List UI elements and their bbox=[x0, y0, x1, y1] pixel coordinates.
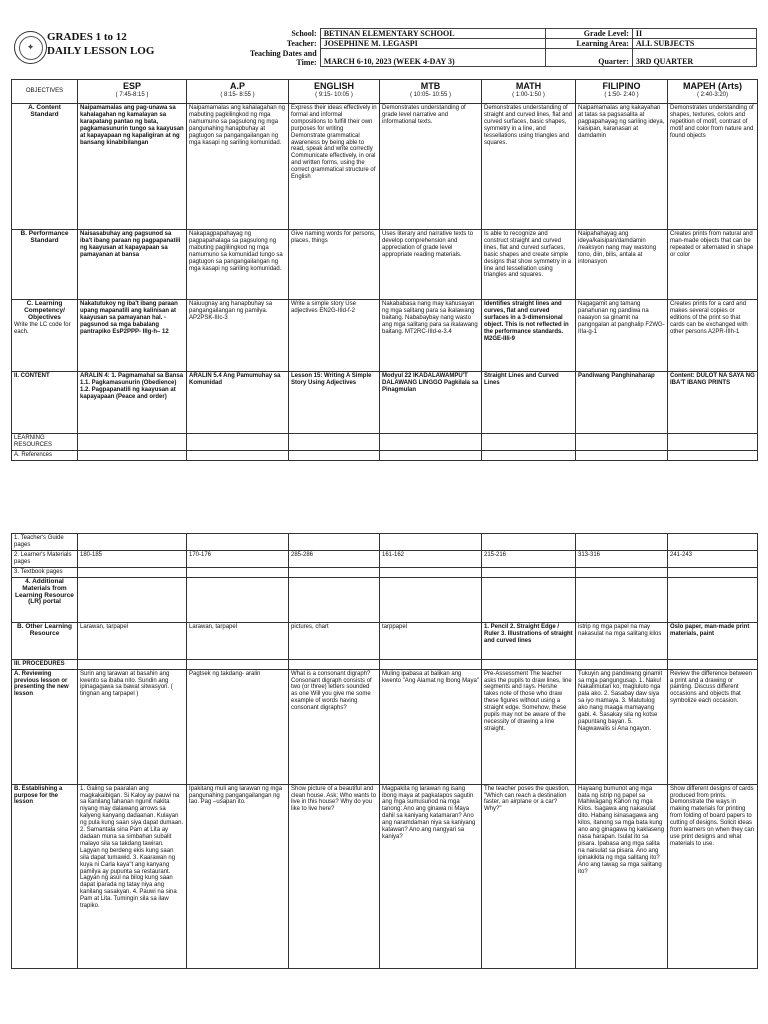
grade-label: Grade Level: bbox=[546, 29, 633, 39]
cell-ap: 170-176 bbox=[187, 550, 289, 567]
cell-math: 1. Pencil 2. Straight Edge / Ruler 3. Illustrations of straight and curved lines bbox=[482, 622, 576, 659]
cell-mtb bbox=[380, 434, 482, 451]
cell-math bbox=[482, 434, 576, 451]
cell-mapeh bbox=[668, 567, 758, 577]
row-label: 4. Additional Materials from Learning Resource (LR) portal bbox=[12, 577, 78, 622]
cell-mapeh bbox=[668, 534, 758, 551]
subject-filipino bbox=[576, 80, 668, 104]
row-performance-standard bbox=[12, 230, 758, 300]
quarter-value: 3RD QUARTER bbox=[632, 49, 756, 67]
row-learners-materials bbox=[12, 550, 758, 567]
dates-label-1: Teaching Dates and bbox=[249, 48, 317, 58]
subject-name: A.P bbox=[229, 81, 245, 91]
cell-filipino bbox=[576, 659, 668, 669]
cell-esp: Naisasabuhay ang pagsunod sa iba't ibang paraan ng pagpapanatili ng kaayusan at kapayapaan sa pamayanan at bansa bbox=[78, 230, 187, 300]
cell-mtb: Muling ipabasa at balikan ang kwento "Ang Alamat ng Ibong Maya" bbox=[380, 669, 482, 784]
row-label: B. Establishing a purpose for the lesson bbox=[12, 784, 78, 968]
cell-ap: Naiuugnay ang hanapbuhay sa pangangailangan ng pamilya. AP2PSK-IIIc-3 bbox=[187, 300, 289, 372]
row-label: B. Performance Standard bbox=[12, 230, 78, 300]
cell-math: Demonstrates understanding of straight and curved lines, flat and curved surfaces, basic shapes, symmetry in a line, and tessellations using triangles and squares. bbox=[482, 104, 576, 230]
cell-filipino bbox=[576, 434, 668, 451]
dates-value: MARCH 6-10, 2023 (WEEK 4-DAY 3) bbox=[320, 49, 546, 67]
subject-name: FILIPINO bbox=[602, 81, 641, 91]
teacher-label: Teacher: bbox=[286, 39, 317, 48]
subject-math bbox=[482, 80, 576, 104]
cell-english bbox=[289, 567, 380, 577]
cell-math: Pre-Assessment The teacher asks the pupils to draw lines, line segments and rays. He/she takes note of those who draw these figures without using a straight edge. Somehow, these pupils may not be aware of the necessity of drawing a line straight. bbox=[482, 669, 576, 784]
row-label: C. Learning Competency/ Objectives bbox=[24, 300, 65, 321]
cell-english: What is a consonant digraph? Consonant digraph consists of two (or three) letters sounded as one Will you give me some example of words having consonant digraphs? bbox=[289, 669, 380, 784]
subject-name: MTB bbox=[420, 81, 441, 91]
cell-mtb: Nakababasa nang may kahusayan ng mga salitang para sa ikalawang baitang. Nababaybay nang wasto ang mga salitang para sa ikalawang baitang. MT2RC-IIId-e-3.4 bbox=[380, 300, 482, 372]
cell-mtb: Demonstrates understanding of grade level narrative and informational texts. bbox=[380, 104, 482, 230]
cell-mtb: tarppapel bbox=[380, 622, 482, 659]
cell-mapeh: Creates prints for a card and makes several copies or editions of the print so that cards can be exchanged with other persons A2PR-IIIh-1 bbox=[668, 300, 758, 372]
cell-english bbox=[289, 451, 380, 461]
cell-english bbox=[289, 577, 380, 622]
cell-filipino: Hayaang bumunot ang mga bata ng istrip ng papel sa Mahiwagang Kahon ng mga Kilos. Isagawa ang nakasulat dito. Habang isinasagawa ang kilos, itanong sa mga bata kung ano ang ginagawa ng kaklaseng nasa harapan. Isulat ito sa pisara. Ipabasa ang mga salita na naisulat sa pisara. Ano ang ipinakikita ng mga salitang ito? Ano ang tawag sa mga salitang ito? bbox=[576, 784, 668, 968]
cell-filipino: Tukuyin ang pandiwang ginamit sa mga pangungusap. 1. Naku! Nakalimutan ko, magluluto nga pala ako. 2. Sasabay daw siya sa iyo mamaya. 3. Matutulog ako nang maaga mamayang gabi. 4. Sasakay sila ng kotse papuntang bayan. 5. Nagwawalis si Ana ngayon. bbox=[576, 669, 668, 784]
subject-esp bbox=[78, 80, 187, 104]
cell-ap bbox=[187, 451, 289, 461]
grade-value: II bbox=[632, 29, 756, 39]
cell-math: Is able to recognize and construct straight and curved lines, flat and curved surfaces, basic shapes and create simple designs that show symmetry in a line and tessellation using triangles and squares. bbox=[482, 230, 576, 300]
cell-math: The teacher poses the question, "Which can reach a destination faster, an airplane or a car? Why?" bbox=[482, 784, 576, 968]
subject-name: ENGLISH bbox=[313, 81, 354, 91]
row-label: 2. Learner's Materials pages bbox=[12, 550, 78, 567]
title-line-2: DAILY LESSON LOG bbox=[47, 45, 155, 57]
header bbox=[11, 28, 757, 72]
cell-mapeh: Content: DULOT NA SAYA NG IBA'T IBANG PRINTS bbox=[668, 372, 758, 434]
row-label: 1. Teacher's Guide pages bbox=[12, 534, 78, 551]
cell-ap: Ipakitang muli ang larawan ng mga pangunahing pangangailangan ng tao. Pag –usapan ito. bbox=[187, 784, 289, 968]
objectives-label: OBJECTIVES bbox=[12, 80, 78, 104]
row-label-note: Write the LC code for each. bbox=[14, 321, 71, 335]
school-label: School: bbox=[291, 29, 317, 38]
cell-mapeh: Review the difference between a print and a drawing or painting. Discuss different occasions and objects that symbolize each occasion. bbox=[668, 669, 758, 784]
cell-mtb bbox=[380, 567, 482, 577]
deped-seal-logo bbox=[14, 31, 47, 64]
subjects-header-row bbox=[12, 80, 758, 104]
subject-name: ESP bbox=[122, 81, 141, 91]
cell-math: 215-216 bbox=[482, 550, 576, 567]
cell-mtb bbox=[380, 451, 482, 461]
cell-math bbox=[482, 577, 576, 622]
subject-time: ( 10:05- 10:55 ) bbox=[409, 92, 452, 98]
cell-ap: Nakapagpapahayag ng pagpapahalaga sa pagsulong ng mabuting paglilingkod ng mga namumuno sa komunidad tungo sa pagtugon sa pangangailangan ng mga kasapi ng sariling komunidad. bbox=[187, 230, 289, 300]
header-info-table bbox=[221, 28, 757, 67]
cell-filipino: istrip ng mga papel na may nakasulat na mga salitang kilos bbox=[576, 622, 668, 659]
cell-mapeh: Creates prints from natural and man-made objects that can be repeated or alternated in shape or color bbox=[668, 230, 758, 300]
row-label: III. PROCEDURES bbox=[12, 659, 78, 669]
row-label: LEARNING RESOURCES bbox=[12, 434, 78, 451]
lesson-table-bottom bbox=[11, 533, 758, 969]
cell-mapeh: Demonstrates understanding of shapes, textures, colors and repetition of motif, contrast of motif and color from nature and found objects bbox=[668, 104, 758, 230]
cell-esp bbox=[78, 577, 187, 622]
cell-filipino bbox=[576, 567, 668, 577]
row-textbook-pages bbox=[12, 567, 758, 577]
row-label-cell bbox=[12, 300, 78, 372]
row-additional-materials bbox=[12, 577, 758, 622]
row-teachers-guide bbox=[12, 534, 758, 551]
cell-esp bbox=[78, 659, 187, 669]
cell-mtb: 161-162 bbox=[380, 550, 482, 567]
subject-ap bbox=[187, 80, 289, 104]
cell-filipino bbox=[576, 534, 668, 551]
cell-mapeh: 241-243 bbox=[668, 550, 758, 567]
document-title bbox=[47, 30, 154, 58]
cell-ap bbox=[187, 577, 289, 622]
subject-name: MATH bbox=[515, 81, 542, 91]
cell-filipino bbox=[576, 577, 668, 622]
cell-mtb: Magpakita ng larawan ng isang ibong maya at pagkatapos sagutin ang mga sumusunod na mga tanong: Ano ang ginawa ni Maya dahil sa kaniyang katamaran? Ano ang naramdaman niya sa kaniyang katawan? Ano ang nangyari sa kaniya? bbox=[380, 784, 482, 968]
subject-time: ( 1:50- 2:40 ) bbox=[604, 92, 639, 98]
row-establishing-purpose bbox=[12, 784, 758, 968]
cell-math bbox=[482, 534, 576, 551]
cell-mtb bbox=[380, 659, 482, 669]
cell-ap bbox=[187, 534, 289, 551]
cell-ap: Larawan, tarpapel bbox=[187, 622, 289, 659]
row-learning-resources bbox=[12, 434, 758, 451]
row-content bbox=[12, 372, 758, 434]
cell-english bbox=[289, 434, 380, 451]
cell-filipino: Naipamamalas ang kakayahan at tatas sa pagsasalita at pagpapahayag ng sariling ideya, kaisipan, karanasan at damdamin bbox=[576, 104, 668, 230]
cell-english: pictures, chart bbox=[289, 622, 380, 659]
subject-name: MAPEH (Arts) bbox=[682, 81, 742, 91]
cell-math bbox=[482, 451, 576, 461]
row-reviewing-lesson bbox=[12, 669, 758, 784]
row-procedures bbox=[12, 659, 758, 669]
cell-esp: Nakatutukoy ng iba't ibang paraan upang mapanatili ang kalinisan at kaayusan sa pamayanan hal. - pagsunod sa mga babalang pantrapiko EsP2PPP- IIIg-h– 12 bbox=[78, 300, 187, 372]
cell-math: Straight Lines and Curved Lines bbox=[482, 372, 576, 434]
cell-mapeh bbox=[668, 659, 758, 669]
cell-mtb bbox=[380, 577, 482, 622]
teacher-value: JOSEPHINE M. LEGASPI bbox=[320, 39, 546, 49]
dates-label-2: Time: bbox=[296, 57, 317, 67]
cell-ap: Naipamamalas ang kahalagahan ng mabuting pagkilingkod ng mga namumuno sa pagsulong ng mga pangunahing hanapbuhay at pagtugon sa pangangailangan ng mga kasapi ng sariling komunidad. bbox=[187, 104, 289, 230]
cell-esp: ARALIN 4: 1. Pagmamahal sa Bansa 1.1. Pagkamasunurin (Obedience) 1.2. Pagpapanatili ng kaayusan at kapayapaan (Peace and order) bbox=[78, 372, 187, 434]
cell-ap bbox=[187, 659, 289, 669]
cell-english: Show picture of a beautiful and clean house. Ask: Who wants to live in this house? Why do you like to live here? bbox=[289, 784, 380, 968]
cell-ap bbox=[187, 567, 289, 577]
row-label: A. References bbox=[12, 451, 78, 461]
cell-english: 285-286 bbox=[289, 550, 380, 567]
cell-filipino bbox=[576, 451, 668, 461]
cell-esp: Larawan, tarpapel bbox=[78, 622, 187, 659]
cell-math: Identifies straight lines and curves, flat and curved surfaces in a 3-dimensional object. This is not reflected in the performance standards. M2GE-IIIi-9 bbox=[482, 300, 576, 372]
cell-esp bbox=[78, 567, 187, 577]
row-references bbox=[12, 451, 758, 461]
cell-ap: Pagtsek ng takdang- aralin bbox=[187, 669, 289, 784]
area-label: Learning Area: bbox=[546, 39, 633, 49]
lesson-table-top bbox=[11, 79, 758, 461]
cell-math bbox=[482, 567, 576, 577]
cell-ap bbox=[187, 434, 289, 451]
cell-filipino: Naipahahayag ang ideya/kaisipan/damdamin /reaksyon nang may wastong tono, diin, bilis, antala at intonasyon bbox=[576, 230, 668, 300]
cell-mapeh: Show different designs of cards produced from prints. Demonstrate the ways in making materials for printing from folding of board papers to cutting of designs. Solicit ideas from learners on when they can use print designs and what materials to use. bbox=[668, 784, 758, 968]
cell-esp: Surin ang larawan at basahin ang kwento sa ibaba nito. Sundin ang ipinagagawa sa bawat sitwasyon. ( tingnan ang tarpapel ) bbox=[78, 669, 187, 784]
subject-time: ( 2:40-3:20) bbox=[696, 92, 729, 98]
area-value: ALL SUBJECTS bbox=[632, 39, 756, 49]
cell-english bbox=[289, 534, 380, 551]
row-other-resources bbox=[12, 622, 758, 659]
cell-english: Lesson 15: Writing A Simple Story Using Adjectives bbox=[289, 372, 380, 434]
quarter-label: Quarter: bbox=[546, 49, 633, 67]
subject-time: ( 7:45-8:15 ) bbox=[115, 92, 149, 98]
cell-mapeh bbox=[668, 577, 758, 622]
cell-mtb bbox=[380, 534, 482, 551]
row-label: 3. Textbook pages bbox=[12, 567, 78, 577]
row-learning-competency bbox=[12, 300, 758, 372]
seal-emblem-icon: ✦ bbox=[19, 36, 43, 60]
cell-esp bbox=[78, 434, 187, 451]
row-label: A. Reviewing previous lesson or presenting the new lesson bbox=[12, 669, 78, 784]
school-value: BETINAN ELEMENTARY SCHOOL bbox=[320, 29, 546, 39]
cell-mapeh bbox=[668, 434, 758, 451]
cell-esp: 180-185 bbox=[78, 550, 187, 567]
cell-esp: Naipamamalas ang pag-unawa sa kahalagahan ng kamalayan sa karapatang pantao ng bata, pagkamasunurin tungo sa kaayusan at kapayapaan ng kapaligiran at ng bansang kinabibilangan bbox=[78, 104, 187, 230]
title-line-1: GRADES 1 to 12 bbox=[47, 31, 127, 43]
subject-mapeh bbox=[668, 80, 758, 104]
cell-filipino: Pandiwang Panghinaharap bbox=[576, 372, 668, 434]
cell-math bbox=[482, 659, 576, 669]
subject-mtb bbox=[380, 80, 482, 104]
cell-english: Give naming words for persons, places, things bbox=[289, 230, 380, 300]
cell-english: Express their ideas effectively in formal and informal compositions to fulfill their own purposes for writing Demonstrate grammatical awareness by being able to read, speak and write correctly Communicate effectively, in oral and written forms, using the correct grammatical structure of English bbox=[289, 104, 380, 230]
row-label: B. Other Learning Resource bbox=[12, 622, 78, 659]
subject-english bbox=[289, 80, 380, 104]
cell-esp: 1. Galing sa paaralan ang magkakaibigan. Si Kaloy ay pauwi na sa kanilang tahanan ngunit nakita niyang may dalawang arrows sa kalyeng kanyang dadaanan. Kulayan ng pula kung saan siya dapat dumaan. 2. Samantala sina Pam at Lita ay dadaan muna sa simbahan subalit malayo sila sa takdang tawiran. Lagyan ng berdeng ekis kung saan sila dapat tumawid. 3. Kaarawan ng kuya ni Carla kaya"t ang kanyang pamilya ay pupunta sa restaurant. Lagyan ng asul na bilog kung saan dapat iparada ng tatay niya ang kanilang sasakyan. 4. Pauwi na sina Pam at Lita. Tumingin sila sa ilaw trapiko. bbox=[78, 784, 187, 968]
cell-esp bbox=[78, 534, 187, 551]
subject-time: ( 8:15- 8:55 ) bbox=[220, 92, 255, 98]
cell-mtb: Modyul 22 IKADALAWAMPU'T DALAWANG LINGGO Pagkilala sa Pinagmulan bbox=[380, 372, 482, 434]
subject-time: ( 1:00-1:50 ) bbox=[512, 92, 545, 98]
cell-filipino: Nagagamit ang tamang panahunan ng pandiwa na naaayon sa ginamit na pangngalan at panghalip F2WG-IIIa-g-1 bbox=[576, 300, 668, 372]
cell-ap: ARALIN 5.4 Ang Pamumuhay sa Komunidad bbox=[187, 372, 289, 434]
row-label: A. Content Standard bbox=[12, 104, 78, 230]
cell-mapeh: Oslo paper, man-made print materials, paint bbox=[668, 622, 758, 659]
cell-english bbox=[289, 659, 380, 669]
cell-esp bbox=[78, 451, 187, 461]
cell-english: Write a simple story Use adjectives EN2G-IIId-f-2 bbox=[289, 300, 380, 372]
cell-mapeh bbox=[668, 451, 758, 461]
row-label: II. CONTENT bbox=[12, 372, 78, 434]
cell-mtb: Uses literary and narrative texts to develop comprehension and appreciation of grade level appropriate reading materials. bbox=[380, 230, 482, 300]
row-content-standard bbox=[12, 104, 758, 230]
subject-time: ( 9:15- 10:05 ) bbox=[315, 92, 353, 98]
cell-filipino: 313-316 bbox=[576, 550, 668, 567]
